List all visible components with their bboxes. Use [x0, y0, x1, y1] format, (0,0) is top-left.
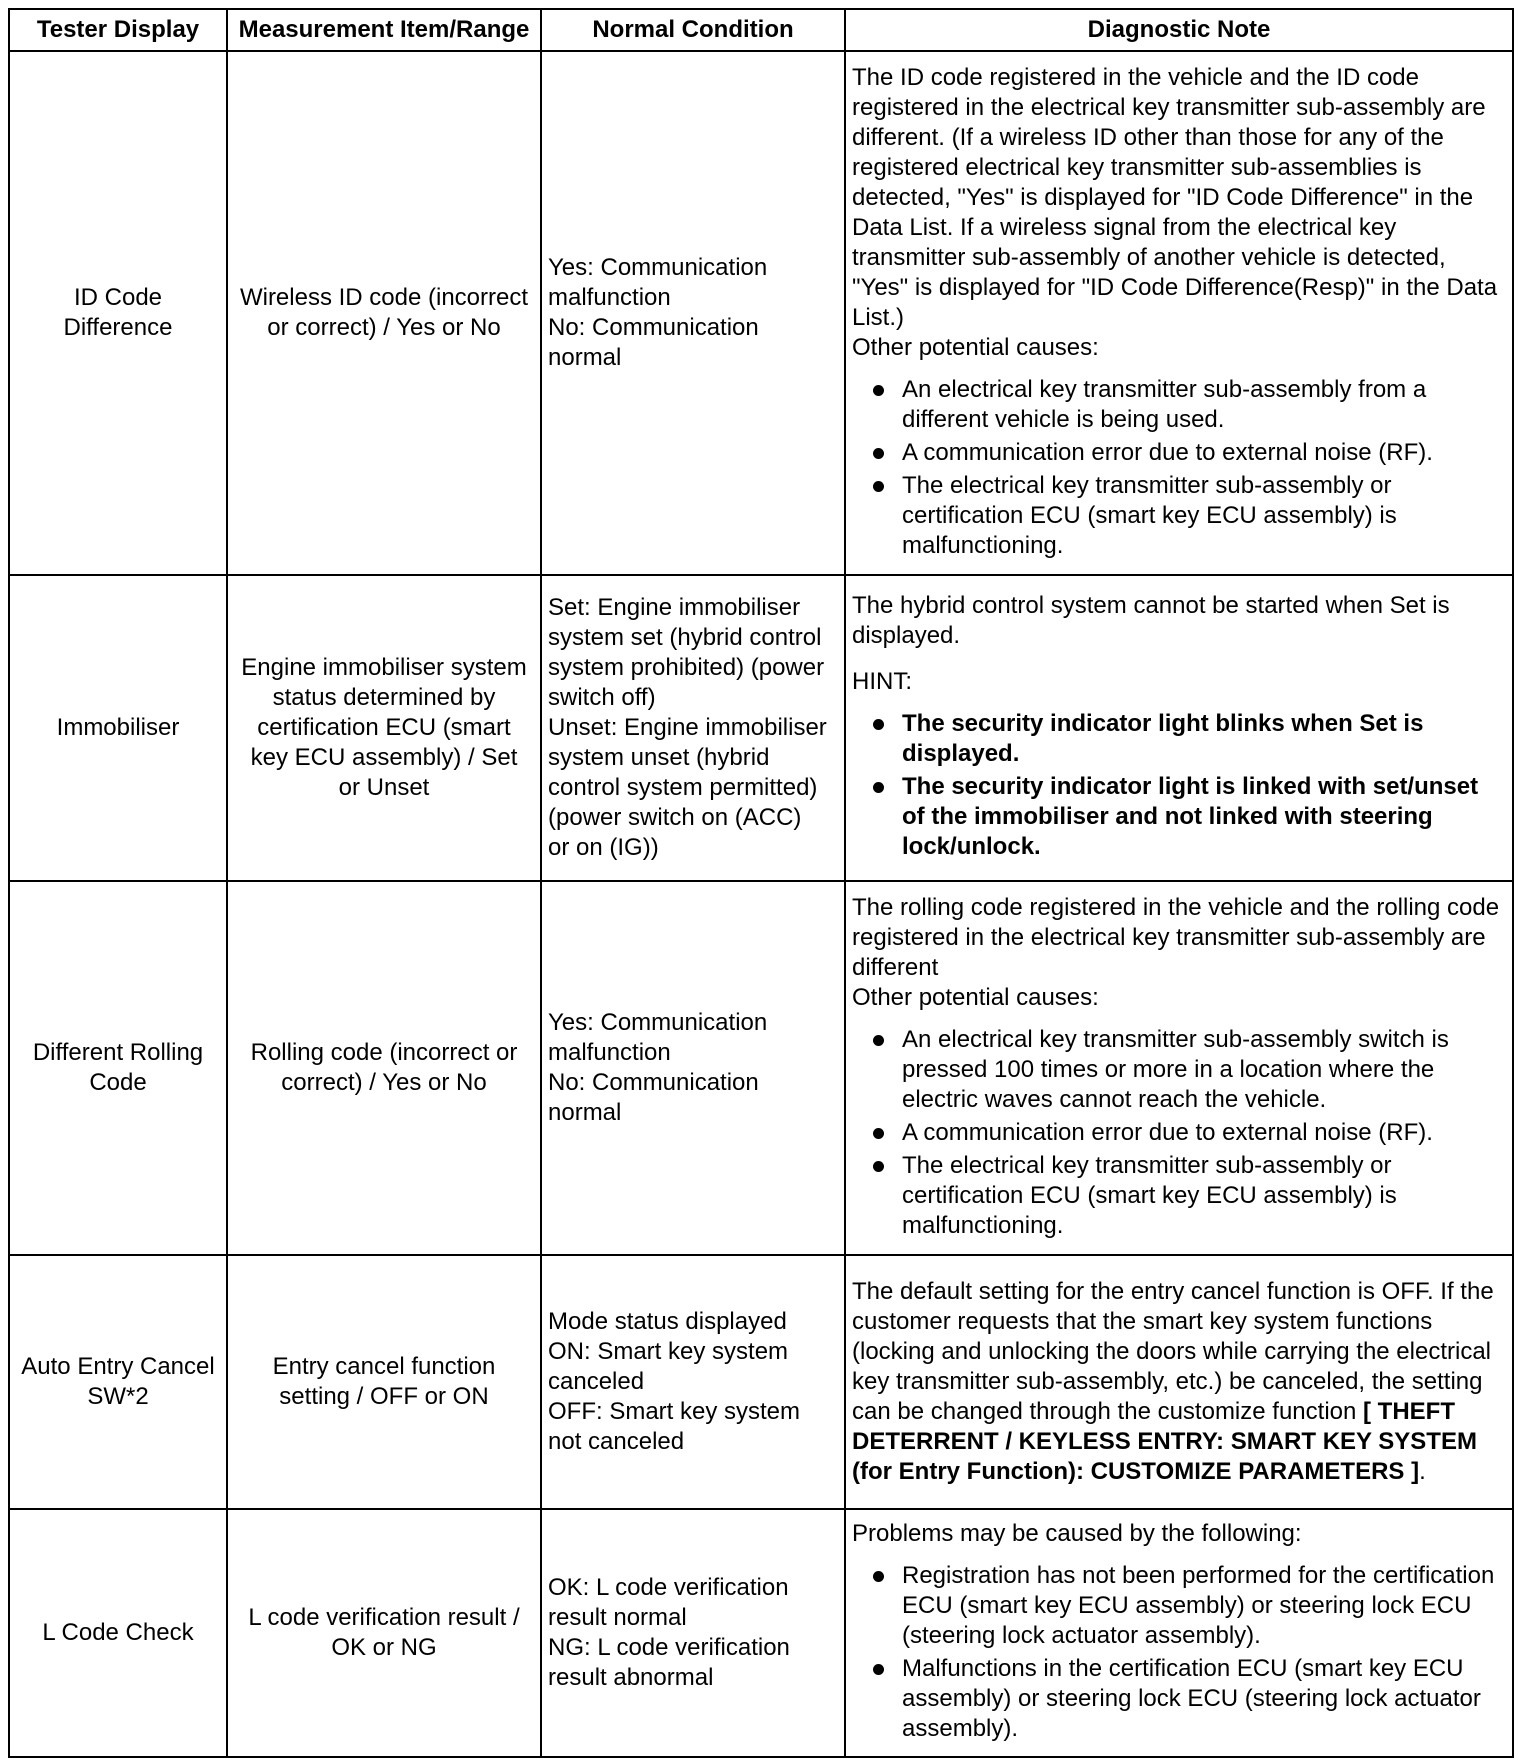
measurement-cell: L code verification result / OK or NG	[227, 1509, 541, 1757]
diagnostic-note-cell	[845, 1255, 1513, 1509]
list-item: A communication error due to external noise (RF).	[902, 438, 1506, 468]
hint-list	[852, 709, 1506, 862]
note-text-main: The default setting for the entry cancel function is OFF. If the customer requests that the smart key system functions (locking and unlocking the doors while carrying the electrical key transmitter sub-assembly, etc.) be canceled, the setting can be changed through the customize function	[852, 1278, 1494, 1425]
tester-display-cell: Different Rolling Code	[9, 881, 227, 1255]
note-text	[852, 1277, 1506, 1487]
tester-display-cell: ID Code Difference	[9, 51, 227, 575]
header-tester-display: Tester Display	[9, 9, 227, 51]
list-item: A communication error due to external noise (RF).	[902, 1118, 1506, 1148]
measurement-cell: Entry cancel function setting / OFF or ON	[227, 1255, 541, 1509]
header-diagnostic-note: Diagnostic Note	[845, 9, 1513, 51]
table-row	[9, 1255, 1513, 1509]
cause-list	[852, 1025, 1506, 1241]
normal-condition-cell: OK: L code verification result normal NG: L code verification result abnormal	[541, 1509, 845, 1757]
normal-condition-cell: Yes: Communication malfunction No: Communication normal	[541, 881, 845, 1255]
measurement-cell: Rolling code (incorrect or correct) / Yes or No	[227, 881, 541, 1255]
normal-condition-cell: Mode status displayed ON: Smart key system canceled OFF: Smart key system not canceled	[541, 1255, 845, 1509]
list-item: An electrical key transmitter sub-assembly from a different vehicle is being used.	[902, 375, 1506, 435]
note-text: Problems may be caused by the following:	[852, 1520, 1302, 1547]
diagnostic-note-cell	[845, 575, 1513, 881]
tester-display-cell: L Code Check	[9, 1509, 227, 1757]
normal-condition-cell: Yes: Communication malfunction No: Communication normal	[541, 51, 845, 575]
note-text: Other potential causes:	[852, 333, 1099, 361]
data-list-table	[8, 8, 1514, 1758]
note-text: The hybrid control system cannot be started when Set is displayed.	[852, 592, 1450, 649]
header-normal-condition: Normal Condition	[541, 9, 845, 51]
customize-parameters-link[interactable]: [ THEFT DETERRENT / KEYLESS ENTRY: SMART KEY SYSTEM (for Entry Function): CUSTOMIZE PARAMETERS ]	[852, 1398, 1477, 1485]
tester-display-cell: Immobiliser	[9, 575, 227, 881]
list-item: The security indicator light is linked with set/unset of the immobiliser and not linked with steering lock/unlock.	[902, 772, 1506, 862]
table-row	[9, 575, 1513, 881]
measurement-cell: Wireless ID code (incorrect or correct) / Yes or No	[227, 51, 541, 575]
measurement-cell: Engine immobiliser system status determined by certification ECU (smart key ECU assembly) / Set or Unset	[227, 575, 541, 881]
hint-label: HINT:	[852, 668, 912, 695]
table-row	[9, 1509, 1513, 1757]
list-item: Malfunctions in the certification ECU (smart key ECU assembly) or steering lock ECU (steering lock actuator assembly).	[902, 1654, 1506, 1744]
table-row	[9, 51, 1513, 575]
list-item: An electrical key transmitter sub-assembly switch is pressed 100 times or more in a location where the electric waves cannot reach the vehicle.	[902, 1025, 1506, 1115]
list-item: The electrical key transmitter sub-assembly or certification ECU (smart key ECU assembly) is malfunctioning.	[902, 471, 1506, 561]
normal-condition-cell: Set: Engine immobiliser system set (hybrid control system prohibited) (power switch off) Unset: Engine immobiliser system unset (hybrid control system permitted) (power switch on (ACC) or on (IG))	[541, 575, 845, 881]
diagnostic-note-cell	[845, 881, 1513, 1255]
list-item: The security indicator light blinks when Set is displayed.	[902, 709, 1506, 769]
list-item: The electrical key transmitter sub-assembly or certification ECU (smart key ECU assembly) is malfunctioning.	[902, 1151, 1506, 1241]
tester-display-cell: Auto Entry Cancel SW*2	[9, 1255, 227, 1509]
header-row	[9, 9, 1513, 51]
cause-list	[852, 1561, 1506, 1744]
header-measurement: Measurement Item/Range	[227, 9, 541, 51]
list-item: Registration has not been performed for the certification ECU (smart key ECU assembly) or steering lock ECU (steering lock actuator assembly).	[902, 1561, 1506, 1651]
table-row	[9, 881, 1513, 1255]
note-text: The rolling code registered in the vehicle and the rolling code registered in the electrical key transmitter sub-assembly are different	[852, 893, 1500, 981]
diagnostic-note-cell	[845, 1509, 1513, 1757]
diagnostic-note-cell	[845, 51, 1513, 575]
note-text: The ID code registered in the vehicle and the ID code registered in the electrical key transmitter sub-assembly are different. (If a wireless ID other than those for any of the registered electrical key transmitter sub-assemblies is detected, "Yes" is displayed for "ID Code Difference" in the Data List. If a wireless signal from the electrical key transmitter sub-assembly of another vehicle is detected, "Yes" is displayed for "ID Code Difference(Resp)" in the Data List.)	[852, 63, 1498, 331]
cause-list	[852, 375, 1506, 561]
note-text: Other potential causes:	[852, 983, 1099, 1011]
note-end: .	[1419, 1458, 1426, 1485]
